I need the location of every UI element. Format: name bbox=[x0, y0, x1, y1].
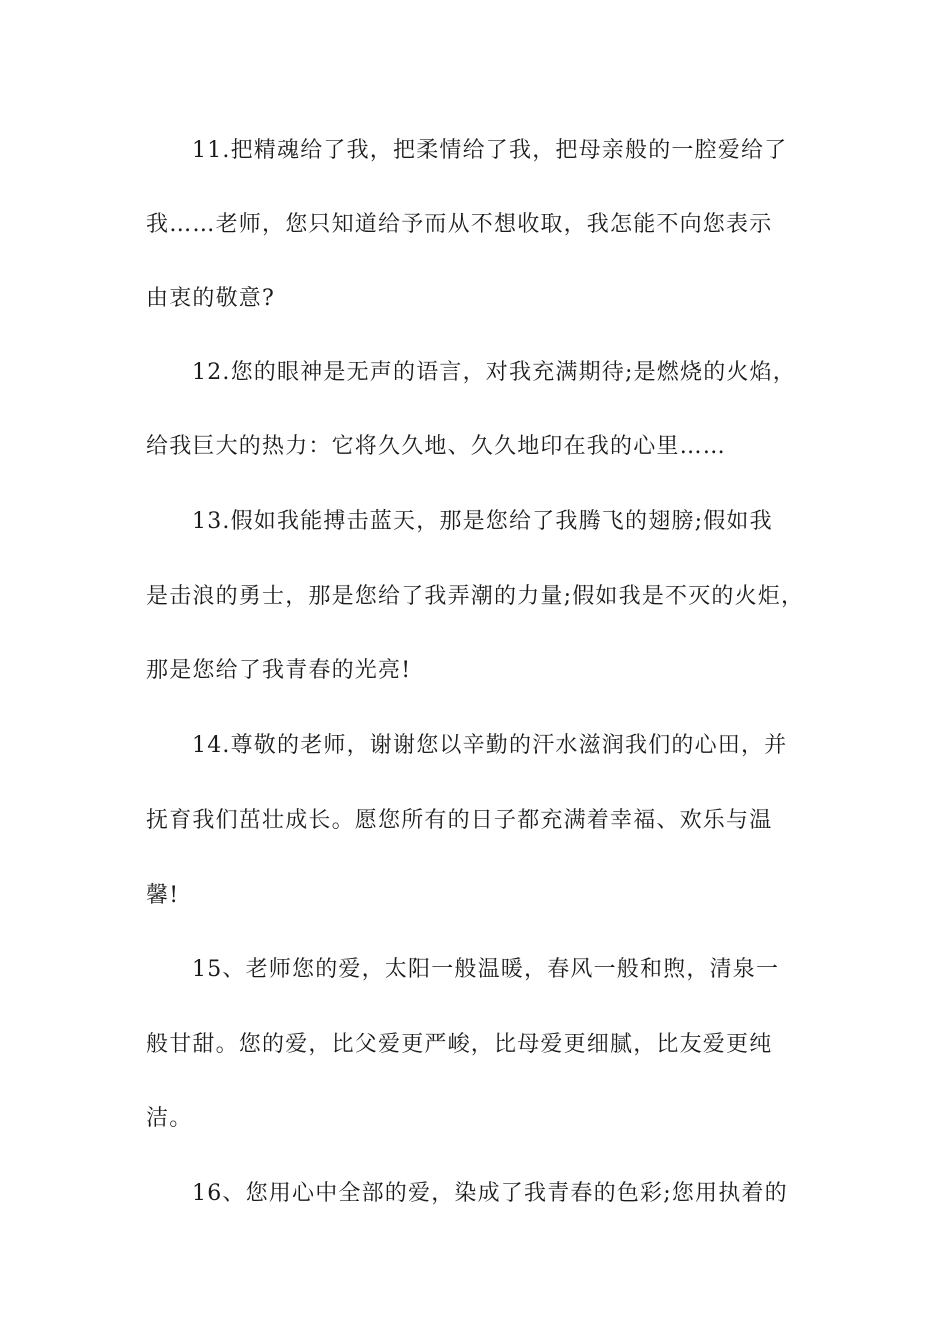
paragraph-15-line-2: 般甘甜。您的爱，比父爱更严峻，比母爱更细腻，比友爱更纯 bbox=[146, 1032, 773, 1057]
paragraph-13-line-1: 13.假如我能搏击蓝天，那是您给了我腾飞的翅膀;假如我 bbox=[192, 509, 773, 534]
paragraph-14-line-2: 抚育我们茁壮成长。愿您所有的日子都充满着幸福、欢乐与温 bbox=[146, 808, 773, 833]
paragraph-16-line-1: 16、您用心中全部的爱，染成了我青春的色彩;您用执着的 bbox=[192, 1181, 788, 1206]
paragraph-11-line-3: 由衷的敬意? bbox=[146, 286, 275, 311]
paragraph-12-line-2: 给我巨大的热力：它将久久地、久久地印在我的心里…… bbox=[146, 434, 727, 459]
paragraph-13-line-2: 是击浪的勇士，那是您给了我弄潮的力量;假如我是不灭的火炬， bbox=[146, 584, 805, 609]
paragraph-11-line-2: 我……老师，您只知道给予而从不想收取，我怎能不向您表示 bbox=[146, 212, 773, 237]
paragraph-14-line-1: 14.尊敬的老师，谢谢您以辛勤的汗水滋润我们的心田，并 bbox=[192, 733, 788, 758]
paragraph-15-line-1: 15、老师您的爱，太阳一般温暖，春风一般和煦，清泉一 bbox=[192, 957, 780, 982]
paragraph-14-line-3: 馨! bbox=[146, 883, 180, 908]
paragraph-13-line-3: 那是您给了我青春的光亮! bbox=[146, 658, 412, 683]
paragraph-11-line-1: 11.把精魂给了我，把柔情给了我，把母亲般的一腔爱给了 bbox=[192, 138, 788, 163]
paragraph-12-line-1: 12.您的眼神是无声的语言，对我充满期待;是燃烧的火焰， bbox=[192, 360, 797, 385]
paragraph-15-line-3: 洁。 bbox=[146, 1106, 193, 1131]
